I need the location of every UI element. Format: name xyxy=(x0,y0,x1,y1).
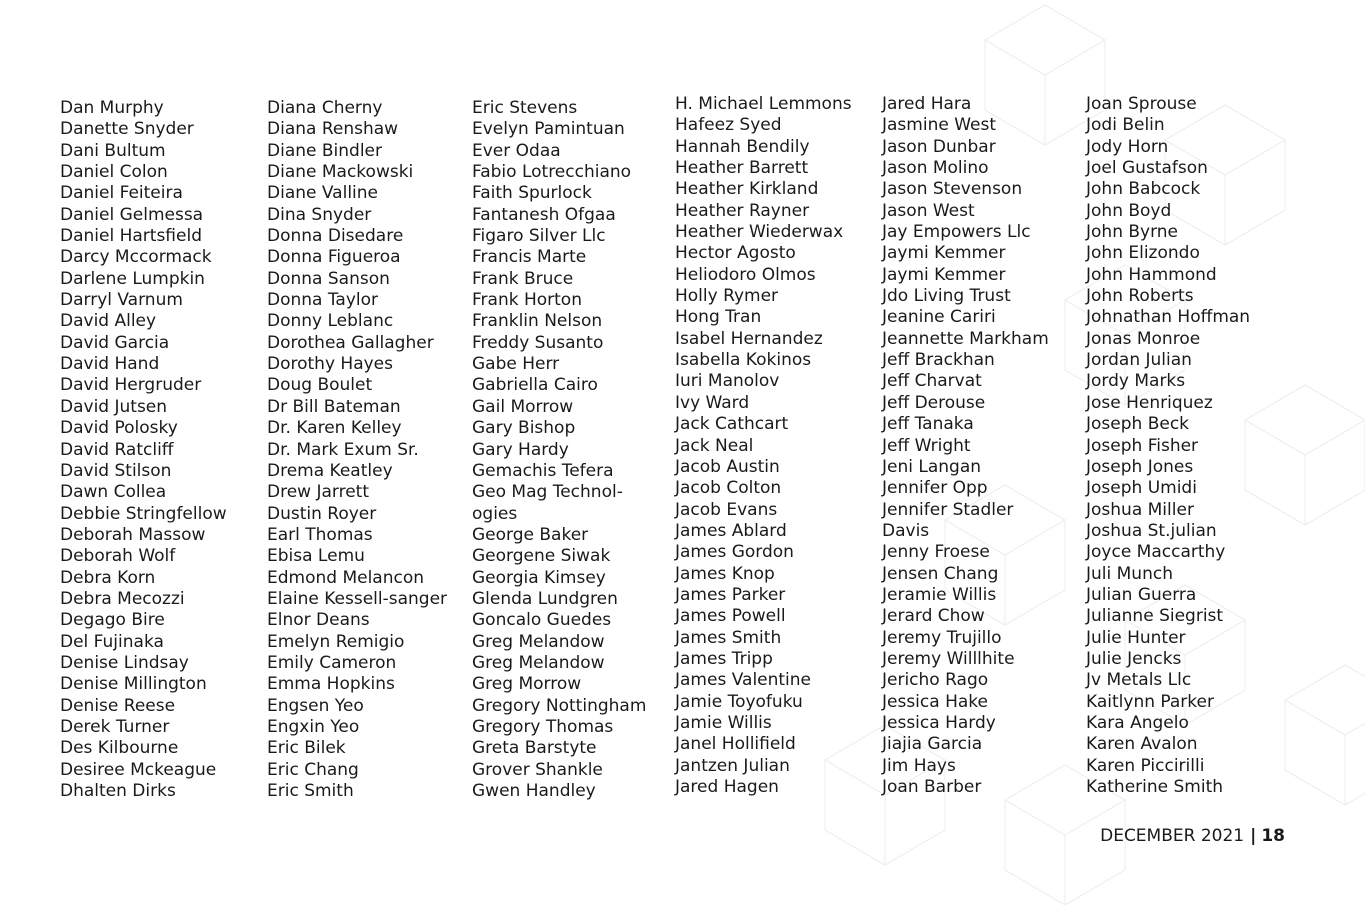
name-entry: Jessica Hardy xyxy=(882,712,996,733)
name-entry: Jordy Marks xyxy=(1086,371,1186,392)
name-entry: Georgene Siwak xyxy=(472,546,611,567)
name-entry: Del Fujinaka xyxy=(60,631,164,652)
name-entry: Jose Henriquez xyxy=(1086,392,1213,413)
name-entry: Des Kilbourne xyxy=(60,738,179,759)
footer-separator: | xyxy=(1250,826,1257,846)
name-entry: John Babcock xyxy=(1086,179,1201,200)
name-entry: Greg Melandow xyxy=(472,652,605,673)
name-entry: Grover Shankle xyxy=(472,759,603,780)
name-entry: Greg Morrow xyxy=(472,674,582,695)
name-entry: Deborah Massow xyxy=(60,524,206,545)
name-entry: Debra Mecozzi xyxy=(60,588,185,609)
name-entry: Greg Melandow xyxy=(472,631,605,652)
name-entry: Kaitlynn Parker xyxy=(1086,691,1214,712)
name-entry: Dr. Karen Kelley xyxy=(267,418,402,439)
name-entry: Jeremy Willlhite xyxy=(882,648,1015,669)
name-entry: Diane Valline xyxy=(267,183,378,204)
name-column-5 xyxy=(882,94,1049,798)
name-entry: Diane Bindler xyxy=(267,140,382,161)
name-entry: James Ablard xyxy=(675,520,787,541)
name-entry: Jason West xyxy=(882,200,975,221)
name-entry: Diana Cherny xyxy=(267,98,383,118)
name-entry: Katherine Smith xyxy=(1086,777,1224,797)
name-entry: Joshua Miller xyxy=(1086,499,1194,520)
name-entry: Emelyn Remigio xyxy=(267,631,405,652)
name-entry: Desiree Mckeague xyxy=(60,759,217,780)
name-entry: Karen Avalon xyxy=(1086,734,1198,755)
name-entry: Danette Snyder xyxy=(60,119,194,140)
name-entry: John Byrne xyxy=(1086,222,1179,243)
name-entry: H. Michael Lemmons xyxy=(675,94,852,114)
name-entry: Jv Metals Llc xyxy=(1086,670,1192,691)
name-entry: Joseph Fisher xyxy=(1086,435,1199,456)
name-entry: Donna Figueroa xyxy=(267,247,401,268)
name-entry: Jensen Chang xyxy=(882,563,999,584)
name-entry: George Baker xyxy=(472,524,589,545)
name-entry: Jared Hagen xyxy=(675,777,779,797)
name-entry: Greta Barstyte xyxy=(472,738,597,759)
name-entry: Jacob Austin xyxy=(675,456,780,477)
name-entry: Jody Horn xyxy=(1086,136,1169,157)
name-entry: Franklin Nelson xyxy=(472,311,603,332)
name-entry: Derek Turner xyxy=(60,716,170,737)
name-entry: Kara Angelo xyxy=(1086,712,1189,733)
name-entry: Denise Lindsay xyxy=(60,652,189,673)
name-entry: Dorothea Gallagher xyxy=(267,332,434,353)
name-entry: Figaro Silver Llc xyxy=(472,226,606,247)
name-entry: Eric Smith xyxy=(267,781,354,801)
name-entry: Jeramie Willis xyxy=(882,584,997,605)
name-entry: Debra Korn xyxy=(60,567,156,588)
name-entry: James Smith xyxy=(675,627,782,648)
name-entry: Dorothy Hayes xyxy=(267,354,393,375)
name-entry: Joshua St.julian xyxy=(1086,520,1217,541)
name-entry: James Tripp xyxy=(675,648,773,669)
name-entry: Emily Cameron xyxy=(267,652,397,673)
name-entry: Frank Horton xyxy=(472,290,582,311)
name-entry: Jeff Charvat xyxy=(882,371,982,392)
name-entry: Goncalo Guedes xyxy=(472,610,612,631)
name-entry: David Ratcliff xyxy=(60,439,174,460)
name-entry: Diana Renshaw xyxy=(267,119,399,140)
name-entry: Joel Gustafson xyxy=(1086,158,1208,179)
name-entry: Eric Bilek xyxy=(267,738,346,759)
name-entry: Denise Millington xyxy=(60,674,207,695)
name-entry: Hector Agosto xyxy=(675,243,796,264)
name-entry: Gary Hardy xyxy=(472,439,569,460)
page-footer xyxy=(1100,826,1285,846)
name-entry: Edmond Melancon xyxy=(267,567,425,588)
name-entry: Geo Mag Technol- xyxy=(472,482,623,503)
name-entry: John Roberts xyxy=(1086,286,1194,307)
name-entry: Gabe Herr xyxy=(472,354,560,375)
name-entry: Dr. Mark Exum Sr. xyxy=(267,439,419,460)
name-entry: Heliodoro Olmos xyxy=(675,264,816,285)
name-entry: Jeannette Markham xyxy=(882,328,1049,349)
name-entry: John Hammond xyxy=(1086,264,1217,285)
name-entry: Jiajia Garcia xyxy=(882,734,983,755)
name-entry: Ivy Ward xyxy=(675,392,750,413)
name-entry: Ebisa Lemu xyxy=(267,546,365,567)
name-entry: Joan Barber xyxy=(882,777,982,797)
name-entry: David Stilson xyxy=(60,460,172,481)
name-entry: Donna Disedare xyxy=(267,226,404,247)
name-entry: Dawn Collea xyxy=(60,482,167,503)
name-entry: Daniel Feiteira xyxy=(60,183,183,204)
name-entry: Evelyn Pamintuan xyxy=(472,119,625,140)
name-entry: Julian Guerra xyxy=(1086,584,1197,605)
name-entry: Dina Snyder xyxy=(267,204,372,225)
name-entry: Hafeez Syed xyxy=(675,115,782,136)
name-entry: Jason Stevenson xyxy=(882,179,1023,200)
name-entry: Karen Piccirilli xyxy=(1086,755,1205,776)
name-entry: Jasmine West xyxy=(882,115,997,136)
name-entry: Dan Murphy xyxy=(60,98,164,118)
name-entry: Julianne Siegrist xyxy=(1086,606,1224,627)
name-entry: David Hergruder xyxy=(60,375,202,396)
name-column-3 xyxy=(472,98,646,802)
name-entry: Jeff Tanaka xyxy=(882,414,974,435)
name-entry: James Gordon xyxy=(675,542,794,563)
name-entry: Isabel Hernandez xyxy=(675,328,823,349)
name-entry: Dustin Royer xyxy=(267,503,377,524)
page-number: 18 xyxy=(1261,826,1285,846)
name-entry: David Polosky xyxy=(60,418,178,439)
name-entry: Jessica Hake xyxy=(882,691,988,712)
name-entry: Jay Empowers Llc xyxy=(882,222,1031,243)
name-entry: Gwen Handley xyxy=(472,781,596,801)
name-entry: Emma Hopkins xyxy=(267,674,395,695)
name-entry: Jeff Wright xyxy=(882,435,971,456)
name-entry: James Knop xyxy=(675,563,775,584)
name-entry: Degago Bire xyxy=(60,610,165,631)
name-entry: Frank Bruce xyxy=(472,268,574,289)
name-column-4 xyxy=(675,94,852,798)
name-entry: Dani Bultum xyxy=(60,140,166,161)
name-entry: Holly Rymer xyxy=(675,286,779,307)
name-entry: Gail Morrow xyxy=(472,396,574,417)
name-entry: Elnor Deans xyxy=(267,610,370,631)
name-entry: Hong Tran xyxy=(675,307,762,328)
name-entry: Georgia Kimsey xyxy=(472,567,606,588)
name-entry: Daniel Gelmessa xyxy=(60,204,204,225)
name-entry: Jaymi Kemmer xyxy=(882,243,1006,264)
name-entry: Jericho Rago xyxy=(882,670,989,691)
name-entry: Joseph Umidi xyxy=(1086,478,1197,499)
name-entry: Darryl Varnum xyxy=(60,290,183,311)
name-entry: Julie Hunter xyxy=(1086,627,1186,648)
name-entry: Elaine Kessell-sanger xyxy=(267,588,448,609)
name-entry: Gabriella Cairo xyxy=(472,375,598,396)
name-entry: David Garcia xyxy=(60,332,170,353)
name-entry: Joyce Maccarthy xyxy=(1086,542,1226,563)
name-entry: Joseph Beck xyxy=(1086,414,1190,435)
name-entry: Jeremy Trujillo xyxy=(882,627,1002,648)
name-entry: David Jutsen xyxy=(60,396,168,417)
name-column-1 xyxy=(60,98,227,802)
name-entry: Donna Sanson xyxy=(267,268,390,289)
name-entry: Jamie Toyofuku xyxy=(675,691,803,712)
name-entry: Jason Molino xyxy=(882,158,989,179)
name-entry: David Hand xyxy=(60,354,160,375)
name-entry: Jack Neal xyxy=(675,435,754,456)
name-entry: David Alley xyxy=(60,311,157,332)
name-entry: Julie Jencks xyxy=(1086,648,1182,669)
name-entry: Juli Munch xyxy=(1086,563,1173,584)
name-entry: Francis Marte xyxy=(472,247,587,268)
issue-date: DECEMBER 2021 xyxy=(1100,826,1245,846)
name-entry: Heather Barrett xyxy=(675,158,809,179)
name-entry: Debbie Stringfellow xyxy=(60,503,227,524)
name-entry: Jeni Langan xyxy=(882,456,982,477)
name-entry: Gregory Nottingham xyxy=(472,695,647,716)
name-entry: Jeff Derouse xyxy=(882,392,986,413)
name-entry: Darcy Mccormack xyxy=(60,247,212,268)
name-entry: Deborah Wolf xyxy=(60,546,176,567)
name-entry: Joan Sprouse xyxy=(1086,94,1197,114)
name-entry: Hannah Bendily xyxy=(675,136,810,157)
name-entry: Janel Hollifield xyxy=(675,734,796,755)
name-entry: Drema Keatley xyxy=(267,460,393,481)
name-entry: Jason Dunbar xyxy=(882,136,996,157)
name-entry: Jared Hara xyxy=(882,94,972,114)
name-entry: Jim Hays xyxy=(882,755,956,776)
name-entry: Jaymi Kemmer xyxy=(882,264,1006,285)
name-column-2 xyxy=(267,98,447,802)
name-entry: Davis xyxy=(882,520,930,541)
name-entry: Jack Cathcart xyxy=(675,414,789,435)
name-entry: Engsen Yeo xyxy=(267,695,364,716)
name-entry: Fantanesh Ofgaa xyxy=(472,204,616,225)
name-entry: Jennifer Stadler xyxy=(882,499,1014,520)
name-column-6 xyxy=(1086,94,1250,798)
name-entry: Jodi Belin xyxy=(1086,115,1165,136)
name-entry: Heather Rayner xyxy=(675,200,810,221)
name-entry: Gregory Thomas xyxy=(472,716,614,737)
name-entry: Diane Mackowski xyxy=(267,162,414,183)
name-entry: Jdo Living Trust xyxy=(882,286,1011,307)
name-entry: Freddy Susanto xyxy=(472,332,604,353)
name-entry: Eric Chang xyxy=(267,759,359,780)
name-entry: Earl Thomas xyxy=(267,524,373,545)
name-entry: Jeff Brackhan xyxy=(882,350,995,371)
name-entry: Jenny Froese xyxy=(882,542,990,563)
name-entry: Ever Odaa xyxy=(472,140,561,161)
name-entry: Jonas Monroe xyxy=(1086,328,1201,349)
name-entry: Jeanine Cariri xyxy=(882,307,996,328)
name-entry: Gemachis Tefera xyxy=(472,460,614,481)
name-entry: Jamie Willis xyxy=(675,712,772,733)
name-entry: Donna Taylor xyxy=(267,290,379,311)
name-entry: Jordan Julian xyxy=(1086,350,1192,371)
name-entry: Heather Wiederwax xyxy=(675,222,844,243)
name-entry: Heather Kirkland xyxy=(675,179,819,200)
name-entry: Drew Jarrett xyxy=(267,482,369,503)
name-entry: James Powell xyxy=(675,606,786,627)
name-entry: Doug Boulet xyxy=(267,375,373,396)
name-entry: Eric Stevens xyxy=(472,98,578,118)
name-entry: Denise Reese xyxy=(60,695,176,716)
name-entry: Jennifer Opp xyxy=(882,478,988,499)
name-entry: Engxin Yeo xyxy=(267,716,360,737)
name-entry: Jacob Colton xyxy=(675,478,782,499)
name-entry: Darlene Lumpkin xyxy=(60,268,205,289)
name-entry: John Elizondo xyxy=(1086,243,1200,264)
name-entry: John Boyd xyxy=(1086,200,1172,221)
name-entry: Dhalten Dirks xyxy=(60,781,176,801)
name-entry: Joseph Jones xyxy=(1086,456,1194,477)
name-entry: Iuri Manolov xyxy=(675,371,780,392)
name-entry: ogies xyxy=(472,503,518,524)
name-entry: Donny Leblanc xyxy=(267,311,394,332)
name-entry: James Parker xyxy=(675,584,786,605)
name-entry: Daniel Colon xyxy=(60,162,168,183)
name-entry: Daniel Hartsfield xyxy=(60,226,202,247)
name-entry: Johnathan Hoffman xyxy=(1086,307,1251,328)
name-entry: Fabio Lotrecchiano xyxy=(472,162,632,183)
name-entry: Isabella Kokinos xyxy=(675,350,812,371)
name-entry: Jantzen Julian xyxy=(675,755,790,776)
name-entry: Faith Spurlock xyxy=(472,183,592,204)
name-entry: Glenda Lundgren xyxy=(472,588,618,609)
name-entry: Jerard Chow xyxy=(882,606,985,627)
name-entry: Jacob Evans xyxy=(675,499,778,520)
name-entry: Dr Bill Bateman xyxy=(267,396,401,417)
name-entry: Gary Bishop xyxy=(472,418,576,439)
name-entry: James Valentine xyxy=(675,670,812,691)
